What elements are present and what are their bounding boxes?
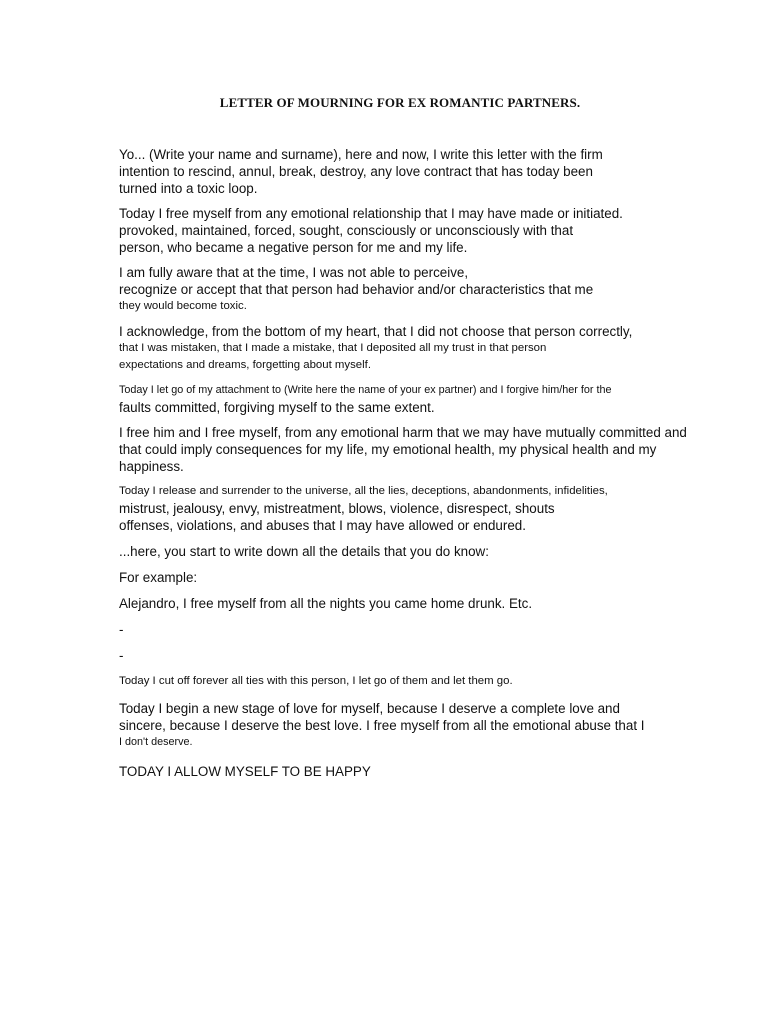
paragraph-closing <box>119 763 719 780</box>
text-line: expectations and dreams, forgetting about myself. <box>119 359 372 371</box>
text-line: person, who became a negative person for me and my life. <box>119 240 468 255</box>
text-line: I don't deserve. <box>119 736 193 748</box>
text-line: - <box>119 622 124 637</box>
text-line: - <box>119 648 124 663</box>
paragraph-example-label <box>119 569 719 586</box>
document-title: LETTER OF MOURNING FOR EX ROMANTIC PARTNERS. <box>219 95 581 110</box>
text-line: Yo... (Write your name and surname), here and now, I write this letter with the firm <box>119 147 603 162</box>
closing-statement: TODAY I ALLOW MYSELF TO BE HAPPY <box>119 764 371 779</box>
text-line: mistrust, jealousy, envy, mistreatment, blows, violence, disrespect, shouts <box>119 501 555 516</box>
text-line: Today I begin a new stage of love for myself, because I deserve a complete love and <box>119 701 620 716</box>
paragraph-new-stage <box>119 700 719 751</box>
text-line: ...here, you start to write down all the details that you do know: <box>119 544 489 559</box>
paragraph-awareness <box>119 264 719 315</box>
text-line: Today I free myself from any emotional relationship that I may have made or initiated. <box>119 206 623 221</box>
text-line: Today I let go of my attachment to (Write here the name of your ex partner) and I forgive him/her for the <box>119 384 612 396</box>
text-line: I am fully aware that at the time, I was not able to perceive, <box>119 265 469 280</box>
text-line: that could imply consequences for my life, my emotional health, my physical health and my <box>119 442 657 457</box>
text-line: offenses, violations, and abuses that I may have allowed or endured. <box>119 518 526 533</box>
paragraph-let-go <box>119 382 719 416</box>
document-body <box>119 146 719 788</box>
list-dash-item <box>119 647 719 664</box>
text-line: recognize or accept that that person had behavior and/or characteristics that me <box>119 282 594 297</box>
paragraph-acknowledge <box>119 323 719 374</box>
text-line: Today I release and surrender to the universe, all the lies, deceptions, abandonments, infidelities, <box>119 485 608 497</box>
paragraph-intent <box>119 146 719 197</box>
paragraph-details-intro <box>119 543 719 560</box>
list-dash-item <box>119 621 719 638</box>
text-line: faults committed, forgiving myself to the same extent. <box>119 400 435 415</box>
text-line: turned into a toxic loop. <box>119 181 258 196</box>
paragraph-example <box>119 595 719 612</box>
paragraph-free-relationship <box>119 205 719 256</box>
text-line: provoked, maintained, forced, sought, consciously or unconsciously with that <box>119 223 574 238</box>
text-line: I free him and I free myself, from any emotional harm that we may have mutually committed and <box>119 425 687 440</box>
paragraph-free-him <box>119 424 719 475</box>
text-line: Alejandro, I free myself from all the nights you came home drunk. Etc. <box>119 596 533 611</box>
text-line: intention to rescind, annul, break, destroy, any love contract that has today been <box>119 164 593 179</box>
paragraph-release <box>119 483 719 534</box>
text-line: that I was mistaken, that I made a mistake, that I deposited all my trust in that person <box>119 342 547 354</box>
paragraph-cut-ties <box>119 673 719 690</box>
text-line: Today I cut off forever all ties with this person, I let go of them and let them go. <box>119 675 513 687</box>
text-line: happiness. <box>119 459 184 474</box>
text-line: they would become toxic. <box>119 300 247 312</box>
text-line: For example: <box>119 570 198 585</box>
text-line: sincere, because I deserve the best love. I free myself from all the emotional abuse that I <box>119 718 645 733</box>
text-line: I acknowledge, from the bottom of my heart, that I did not choose that person correctly, <box>119 324 633 339</box>
